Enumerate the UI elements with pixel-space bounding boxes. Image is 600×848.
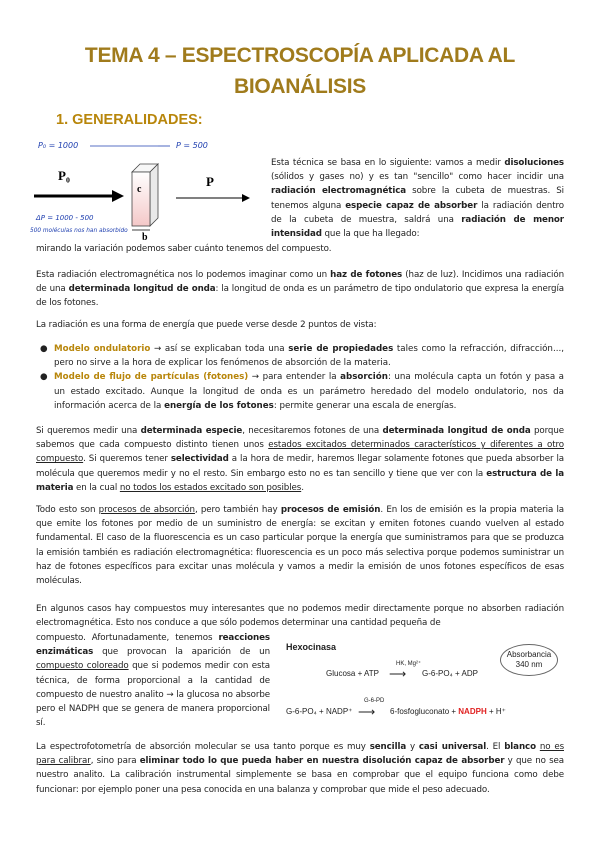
cuvette-diagram [28, 136, 268, 246]
paragraph-intro-end: mirando la variación podemos saber cuánto tenemos del compuesto. [36, 244, 332, 254]
section-heading: 1. GENERALIDADES: [56, 112, 203, 128]
nadph-highlight: NADPH [458, 707, 487, 716]
p-label: P [206, 174, 214, 189]
reaction-2-enzyme: G-6-PD [364, 698, 385, 704]
reaction-2-left: G-6-PO₄ + NADP⁺ [286, 707, 353, 716]
c-label: c [137, 184, 142, 195]
reaction-2-arrow: ⟶ [358, 705, 376, 719]
b-label: b [142, 232, 148, 243]
p0-label: P₀ [58, 168, 70, 183]
paragraph-photon-beam: Esta radiación electromagnética nos lo podemos imaginar como un haz de fotones (haz de luz). Incidimos una radiación de una determinada longitud de onda: la longitud de onda es un parámetro de tipo ondulatorio que expresa la energía de los fotones. [36, 270, 564, 309]
reaction-1-right: G-6-PO₄ + ADP [422, 669, 478, 678]
paragraph-emission: Todo esto son procesos de absorción, pero también hay procesos de emisión. En los de emisión es la propia materia la que emite los fotones por medio de un suministro de energía: se excitan y emiten fotones cuando vuelven al estado fundamental. El caso de la fluorescencia es un caso particular porque la energía que suministramos para que se produzca la emisión también es radiación electromagnética: fluorescencia es un poco más selectiva porque podemos suministrar un haz de fotones específicos para excitar unas molécula y vamos a medir la emisión de unos fotones específicos de esas moléculas. [36, 505, 564, 587]
reaction-1-arrow: ⟶ [389, 667, 407, 681]
note-absorbed: 500 moléculas nos han absorbido [30, 228, 128, 234]
reaction-2-right: 6-fosfogluconato + NADPH + H⁺ [390, 707, 506, 716]
paragraph-viewpoints: La radiación es una forma de energía que puede verse desde 2 puntos de vista: [36, 320, 377, 330]
note-p0: P₀ = 1000 [38, 141, 79, 150]
paragraph-enzymatic: compuesto. Afortunadamente, tenemos reacciones enzimáticas que provocan la aparición de un compuesto coloreado que si podemos medir con esta técnica, de forma proporcional a la cantidad de compuesto de nuestro analito → la glucosa no absorbe pero el NADPH que se genera de manera proporcional sí. [36, 633, 271, 729]
list-item: ● Modelo ondulatorio → así se explicaban toda una serie de propiedades tales como la refracción, difracción..., pero no sirve a la hora de explicar los fenómenos de absorción de la materia. [40, 344, 564, 369]
hexokinase-reaction [286, 642, 566, 734]
reaction-title: Hexocinasa [286, 642, 337, 652]
page-title: TEMA 4 – ESPECTROSCOPÍA APLICADA AL BIOANÁLISIS [84, 44, 516, 98]
paragraph-selectivity: Si queremos medir una determinada especie, necesitaremos fotones de una determinada longitud de onda porque sabemos que cada compuesto distinto tienen unos estados excitados determinados característicos y diferentes a otro compuesto. Si queremos tener selectividad a la hora de medir, haremos llegar solamente fotones que pueda absorber la molécula que queremos medir y no el resto. Sin embargo esto no es tan sencillo y tiene que ver con la estructura de la materia en la cual no todos los estados excitado son posibles. [36, 426, 564, 493]
reaction-1-left: Glucosa + ATP [326, 669, 379, 678]
note-delta: ΔP = 1000 - 500 [36, 214, 94, 222]
note-p: P = 500 [176, 141, 208, 150]
list-item: ● Modelo de flujo de partículas (fotones) → para entender la absorción: una molécula capta un fotón y pasa a un estado excitado. Aunque la longitud de onda es un parámetro heredado del modelo ondulatorio, nos da información acerca de la energía de los fotones: permite generar una escala de energías. [40, 372, 564, 411]
model-list [36, 342, 564, 413]
paragraph-spectrophotometry: La espectrofotometría de absorción molecular se usa tanto porque es muy sencilla y casi universal. El blanco no es para calibrar, sino para eliminar todo lo que pueda haber en nuestra disolución capaz de absorber y que no sea nuestro analito. La calibración instrumental simplemente se basa en comprobar que el equipo funciona como debe funcionar: por ejemplo poner una pesa conocida en una balanza y comprobar que mide el peso adecuado. [36, 742, 564, 795]
absorbance-badge: Absorbancia 340 nm [500, 644, 558, 676]
paragraph-intro: Esta técnica se basa en lo siguiente: vamos a medir disoluciones (sólidos y gases no) y es tan "sencillo" como hacer incidir una radiación electromagnética sobre la cubeta de muestras. Si tenemos alguna especie capaz de absorber la radiación dentro de la cubeta de muestra, saldrá una radiación de menor intensidad que la que ha llegado: [271, 158, 564, 240]
paragraph-indirect: En algunos casos hay compuestos muy interesantes que no podemos medir directamente porque no absorben radiación electromagnética. Esto nos conduce a que sólo podemos determinar una cantidad pequeña de [36, 604, 564, 629]
reaction-1-enzyme: HK, Mg²⁺ [396, 661, 422, 667]
